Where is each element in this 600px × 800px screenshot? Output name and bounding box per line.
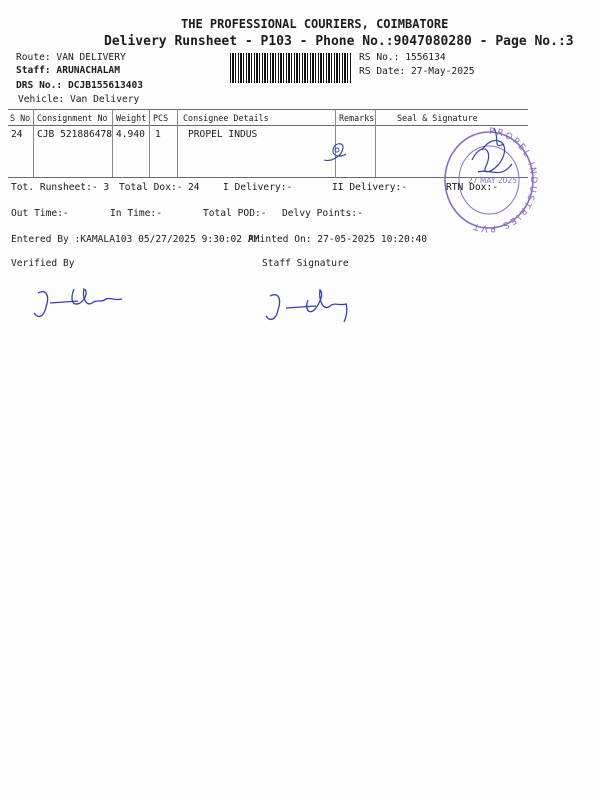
verified-by-label: Verified By (11, 258, 75, 269)
seal-ring-text: PROPEL INDUSTRIES PVT (470, 126, 539, 234)
first-delivery-label: I Delivery:- (223, 182, 293, 193)
col-divider (149, 109, 150, 177)
total-runsheet: Tot. Runsheet:- 3 (11, 182, 110, 193)
staff-handwritten-signature (262, 288, 362, 328)
drs-number: DRS No.: DCJB155613403 (16, 80, 144, 91)
total-pod-label: Total POD:- (203, 208, 267, 219)
company-seal-stamp (442, 120, 539, 234)
staff-signature-label: Staff Signature (262, 258, 349, 269)
col-divider (112, 109, 113, 177)
col-divider (33, 109, 34, 177)
header-sno: S No (10, 113, 31, 123)
row-pcs: 1 (155, 129, 161, 140)
out-time-label: Out Time:- (11, 208, 69, 219)
row-weight: 4.940 (116, 129, 145, 140)
header-seal: Seal & Signature (397, 113, 478, 123)
header-pcs: PCS (153, 113, 169, 123)
rs-number: RS No.: 1556134 (359, 52, 446, 63)
seal-date: 27 MAY 2025 (468, 176, 517, 185)
header-consignment: Consignment No (37, 113, 108, 123)
total-dox-label: Total Dox:- (119, 182, 183, 193)
runsheet-title: Delivery Runsheet - P103 - Phone No.:9047080280 - Page No.:3 (104, 34, 574, 49)
route-label: Route: VAN DELIVERY (16, 52, 126, 63)
col-divider (375, 109, 376, 177)
header-weight: Weight (116, 113, 147, 123)
row-sno: 24 (11, 129, 23, 140)
company-title: THE PROFESSIONAL COURIERS, COIMBATORE (181, 17, 449, 31)
second-delivery-label: II Delivery:- (332, 182, 408, 193)
header-consignee: Consignee Details (183, 113, 269, 123)
table-top-rule (8, 109, 528, 110)
header-remarks: Remarks (339, 113, 375, 123)
staff-label: Staff: ARUNACHALAM (16, 65, 120, 76)
barcode (230, 53, 352, 83)
printed-on: Printed On: 27-05-2025 10:20:40 (248, 234, 428, 245)
row-consignee: PROPEL INDUS (188, 129, 258, 140)
remark-scribble (320, 138, 350, 166)
in-time-label: In Time:- (110, 208, 162, 219)
vehicle-label: Vehicle: Van Delivery (18, 94, 140, 105)
row-consignment: CJB 521886478 (37, 129, 113, 140)
delivery-points-label: Delvy Points:- (282, 208, 363, 219)
col-divider (177, 109, 178, 177)
total-dox-value: 24 (188, 182, 200, 193)
verifier-signature (30, 285, 130, 325)
entered-by: Entered By :KAMALA103 05/27/2025 9:30:02 AM (11, 234, 260, 245)
rs-date: RS Date: 27-May-2025 (359, 66, 475, 77)
rtn-dox-label: RTN Dox:- (446, 182, 498, 193)
